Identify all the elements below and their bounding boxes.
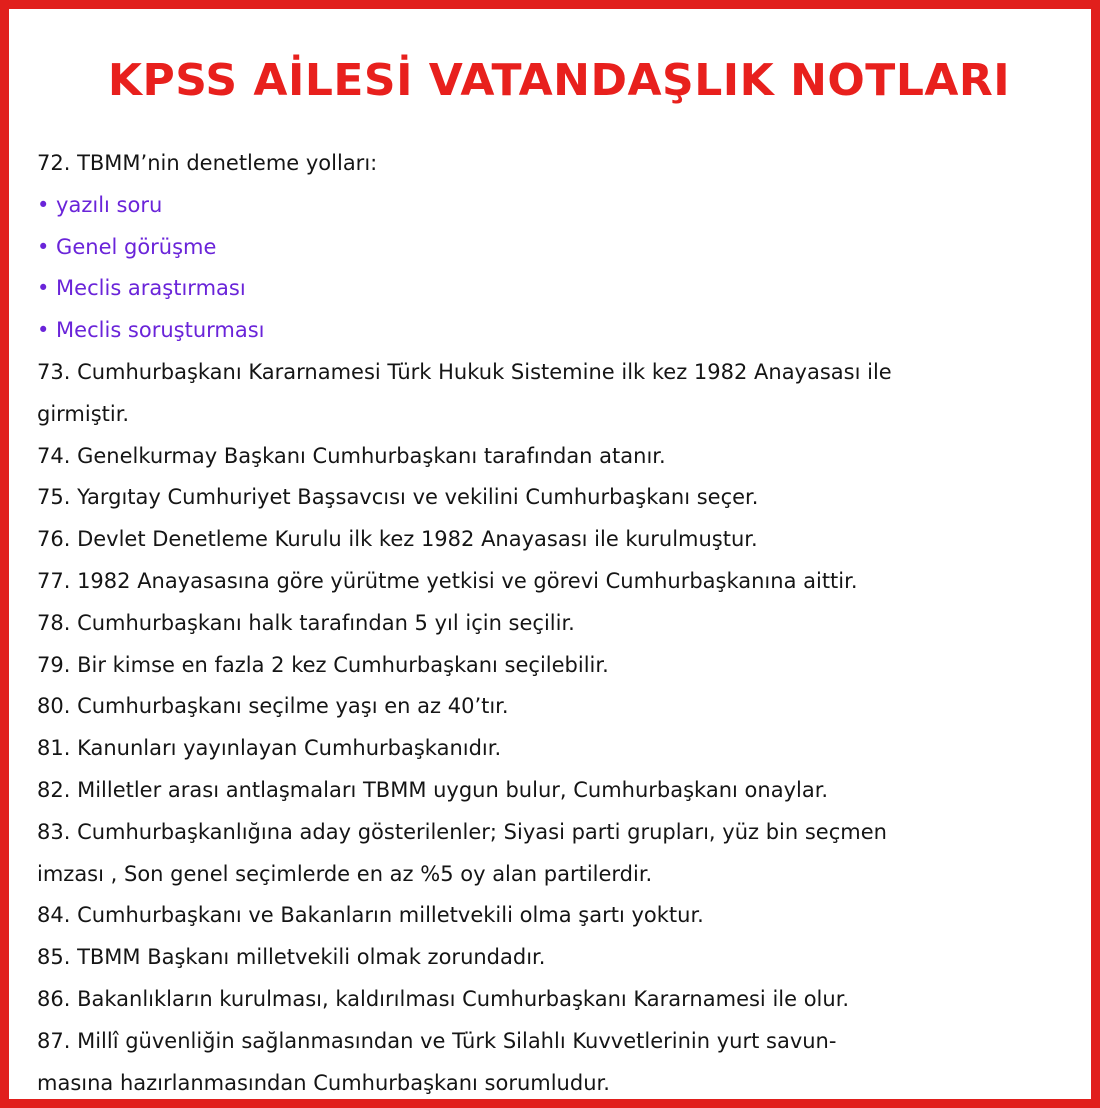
note-line-83: 83. Cumhurbaşkanlığına aday gösterilenler; Siyasi parti grupları, yüz bin seçmen <box>37 819 887 844</box>
note-line-72: 72. TBMM’nin denetleme yolları: <box>37 151 378 175</box>
note-line-76: 76. Devlet Denetleme Kurulu ilk kez 1982 Anayasası ile kurulmuştur. <box>37 527 758 552</box>
note-line-83-cont: imzası , Son genel seçimlerde en az %5 oy alan partilerdir. <box>37 861 653 886</box>
note-line-87-cont: masına hazırlanmasından Cumhurbaşkanı sorumludur. <box>37 1070 610 1095</box>
note-line-74: 74. Genelkurmay Başkanı Cumhurbaşkanı tarafından atanır. <box>37 443 666 468</box>
note-line-73: 73. Cumhurbaşkanı Kararnamesi Türk Hukuk Sistemine ilk kez 1982 Anayasası ile <box>37 359 892 384</box>
note-line-81: 81. Kanunları yayınlayan Cumhurbaşkanıdır. <box>37 736 502 761</box>
note-line-84: 84. Cumhurbaşkanı ve Bakanların milletvekili olma şartı yoktur. <box>37 903 704 928</box>
note-line-78: 78. Cumhurbaşkanı halk tarafından 5 yıl için seçilir. <box>37 610 575 635</box>
note-line-85: 85. TBMM Başkanı milletvekili olmak zorundadır. <box>37 945 546 970</box>
page-title: KPSS AİLESİ VATANDAŞLIK NOTLARI <box>107 55 1011 106</box>
note-line-82: 82. Milletler arası antlaşmaları TBMM uygun bulur, Cumhurbaşkanı onaylar. <box>37 777 829 802</box>
bullet-item-yazili-soru: • yazılı soru <box>37 192 163 217</box>
bullet-item-meclis-arastirmasi: • Meclis araştırması <box>37 276 246 301</box>
note-line-75: 75. Yargıtay Cumhuriyet Başsavcısı ve vekilini Cumhurbaşkanı seçer. <box>37 485 759 510</box>
note-line-73-cont: girmiştir. <box>37 401 130 426</box>
note-line-86: 86. Bakanlıkların kurulması, kaldırılması Cumhurbaşkanı Kararnamesi ile olur. <box>37 986 850 1011</box>
notes-list <box>37 143 1087 1104</box>
note-line-79: 79. Bir kimse en fazla 2 kez Cumhurbaşkanı seçilebilir. <box>37 652 609 677</box>
bullet-item-genel-gorusme: • Genel görüşme <box>37 234 217 259</box>
note-line-87: 87. Millî güvenliğin sağlanmasından ve Türk Silahlı Kuvvetlerinin yurt savun- <box>37 1028 837 1053</box>
note-line-80: 80. Cumhurbaşkanı seçilme yaşı en az 40’tır. <box>37 694 509 719</box>
bullet-item-meclis-sorusturmasi: • Meclis soruşturması <box>37 318 265 343</box>
note-line-77: 77. 1982 Anayasasına göre yürütme yetkisi ve görevi Cumhurbaşkanına aittir. <box>37 568 858 593</box>
